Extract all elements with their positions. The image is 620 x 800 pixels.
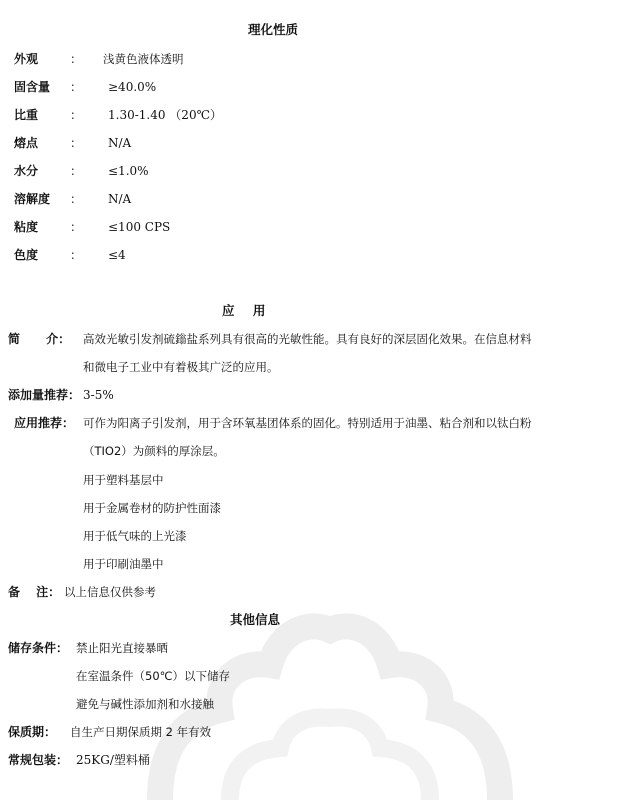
label-moisture: 水分 xyxy=(14,164,39,178)
intro-label: 简 介： xyxy=(8,332,71,346)
label-melting-point: 熔点 xyxy=(14,136,39,150)
label-appearance: 外观 xyxy=(14,52,39,66)
packaging-label: 常规包装： xyxy=(8,753,69,767)
other-title: 其他信息 xyxy=(230,612,281,627)
label-specific-gravity: 比重 xyxy=(14,108,39,122)
recommendation-line1: 可作为阳离子引发剂，用于含环氧基团体系的固化。特别适用于油墨、粘合剂和以钛白粉 xyxy=(83,416,532,430)
shelf-life-value: 自生产日期保质期 2 年有效 xyxy=(70,725,212,739)
value-moisture: ≤1.0% xyxy=(108,164,149,178)
value-solubility: N/A xyxy=(108,192,132,206)
intro-text-line2: 和微电子工业中有着极其广泛的应用。 xyxy=(83,360,279,374)
use-item: 用于塑料基层中 xyxy=(83,473,164,487)
storage-line: 禁止阳光直接暴晒 xyxy=(76,641,168,655)
physical-title: 理化性质 xyxy=(248,22,299,37)
use-item: 用于印刷油墨中 xyxy=(83,557,164,571)
dosage-label: 添加量推荐： xyxy=(8,388,81,402)
label-color: 色度 xyxy=(14,248,39,262)
label-solid-content: 固含量 xyxy=(14,80,51,94)
storage-line: 避免与碱性添加剂和水接触 xyxy=(76,697,214,711)
value-specific-gravity: 1.30-1.40 （20℃） xyxy=(108,108,223,122)
packaging-value: 25KG/塑料桶 xyxy=(76,753,150,767)
sep: ： xyxy=(70,192,83,206)
value-viscosity: ≤100 CPS xyxy=(108,220,171,234)
value-solid-content: ≥40.0% xyxy=(108,80,157,94)
value-appearance: 浅黄色液体透明 xyxy=(103,52,184,66)
intro-text-line1: 高效光敏引发剂硫鎓盐系列具有很高的光敏性能。具有良好的深层固化效果。在信息材料 xyxy=(83,332,532,346)
storage-label: 储存条件： xyxy=(8,641,69,655)
dosage-value: 3-5% xyxy=(83,388,114,402)
sep: ： xyxy=(70,164,83,178)
label-solubility: 溶解度 xyxy=(14,192,51,206)
sep: ： xyxy=(70,80,83,94)
shelf-life-label: 保质期： xyxy=(8,725,57,739)
note-value: 以上信息仅供参考 xyxy=(64,585,156,599)
application-title: 应 用 xyxy=(222,303,266,318)
sep: ： xyxy=(70,52,83,66)
label-viscosity: 粘度 xyxy=(14,220,39,234)
sep: ： xyxy=(70,108,83,122)
use-item: 用于低气味的上光漆 xyxy=(83,529,187,543)
storage-line: 在室温条件（50℃）以下储存 xyxy=(76,669,231,683)
recommendation-line2: （TIO2）为颜料的厚涂层。 xyxy=(83,444,225,458)
note-label: 备 注： xyxy=(8,585,61,599)
sep: ： xyxy=(70,220,83,234)
sep: ： xyxy=(70,136,83,150)
value-color: ≤4 xyxy=(108,248,126,262)
recommendation-label: 应用推荐： xyxy=(14,416,75,430)
sep: ： xyxy=(70,248,83,262)
value-melting-point: N/A xyxy=(108,136,132,150)
use-item: 用于金属卷材的防护性面漆 xyxy=(83,501,221,515)
